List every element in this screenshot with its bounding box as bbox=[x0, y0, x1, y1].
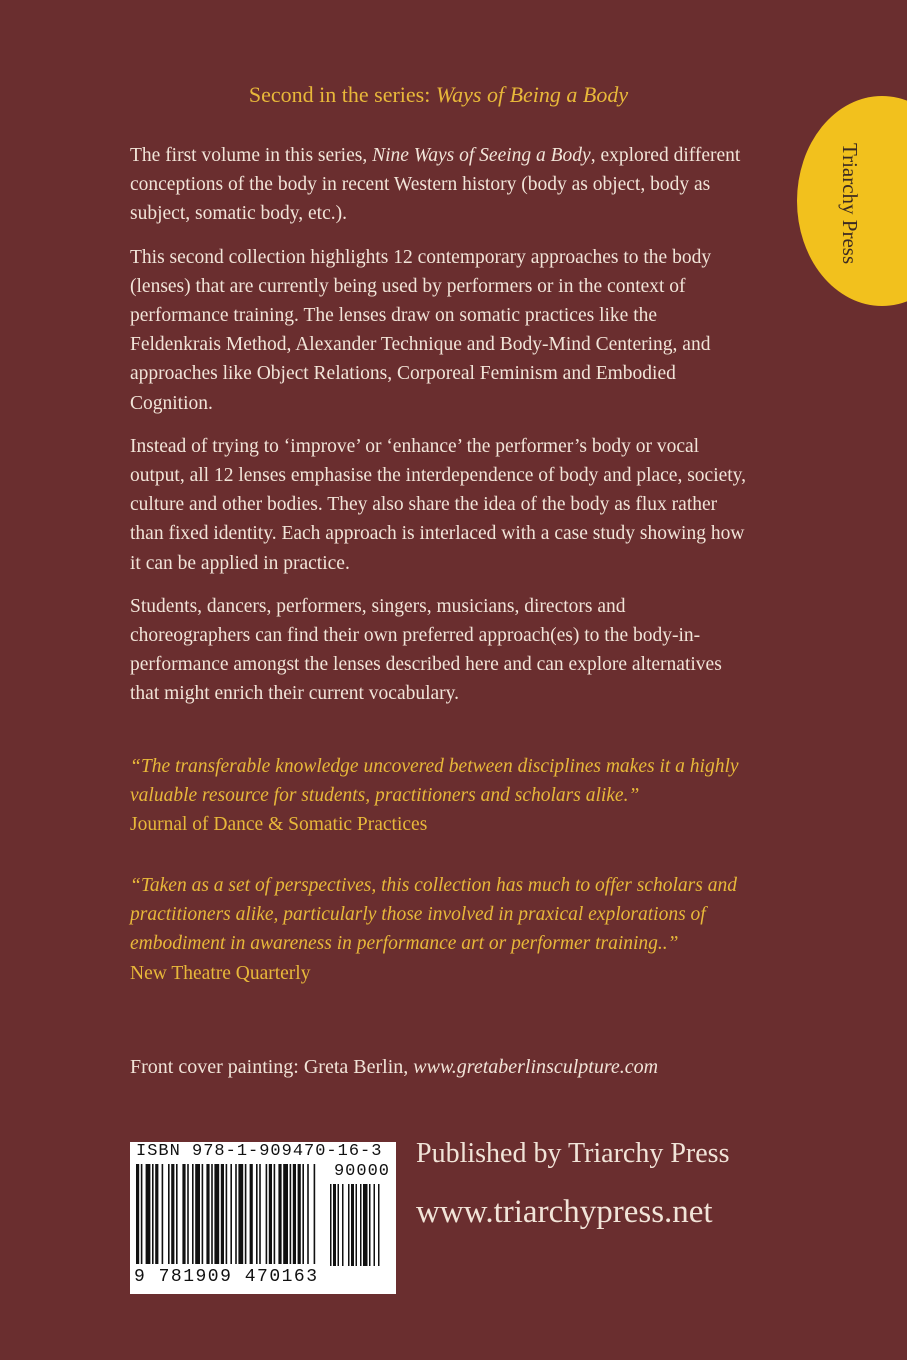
quote-1-text: “The transferable knowledge uncovered between disciplines makes it a highly valuable resource for students, practitioners and scholars alike.” bbox=[130, 756, 739, 807]
addon-bar bbox=[374, 1184, 376, 1266]
blurb-paragraph-3: Instead of trying to ‘improve’ or ‘enhance’ the performer’s body or vocal output, all 12 lenses emphasise the interdependence of body and place, society, culture and other bodies. They also share the idea of the body as flux rather than fixed identity. Each approach is interlaced with a case study showing how it can be applied in practice. bbox=[130, 435, 747, 574]
barcode-bar bbox=[226, 1164, 228, 1264]
barcode-bar bbox=[245, 1164, 247, 1264]
blurb bbox=[130, 141, 750, 723]
barcode-bar bbox=[230, 1164, 232, 1264]
barcode-bar bbox=[171, 1164, 174, 1264]
credit-url: www.gretaberlinsculpture.com bbox=[413, 1056, 659, 1078]
series-line bbox=[0, 82, 877, 108]
addon-bar bbox=[360, 1184, 362, 1266]
barcode-bar bbox=[211, 1164, 213, 1264]
barcode-bar bbox=[235, 1164, 237, 1264]
publisher-website: www.triarchypress.net bbox=[416, 1194, 713, 1230]
barcode-bars bbox=[130, 1164, 396, 1268]
barcode-bar bbox=[176, 1164, 178, 1264]
barcode-bar bbox=[195, 1164, 200, 1264]
p1-before: The first volume in this series, bbox=[130, 145, 368, 166]
barcode-bar bbox=[259, 1164, 261, 1264]
blurb-paragraph-4: Students, dancers, performers, singers, musicians, directors and choreographers can find their own preferred approach(es) to the body-in-performance amongst the lenses described here and can explore alternatives that might enrich their current vocabulary. bbox=[130, 595, 722, 705]
barcode-bar bbox=[290, 1164, 292, 1264]
blurb-paragraph-1 bbox=[130, 141, 750, 229]
barcode-bar bbox=[307, 1164, 309, 1264]
barcode-bar bbox=[192, 1164, 194, 1264]
barcode-bar bbox=[152, 1164, 154, 1264]
addon-bar bbox=[378, 1184, 380, 1266]
barcode-bar bbox=[221, 1164, 224, 1264]
addon-bar bbox=[369, 1184, 371, 1266]
addon-bar bbox=[333, 1184, 336, 1266]
addon-bar bbox=[351, 1184, 354, 1266]
barcode-bar bbox=[202, 1164, 204, 1264]
credit-label: Front cover painting: Greta Berlin, bbox=[130, 1056, 409, 1078]
badge-label: Triarchy Press bbox=[838, 143, 862, 265]
series-prefix: Second in the series: bbox=[248, 82, 431, 107]
barcode-bar bbox=[293, 1164, 296, 1264]
ean-number: 9 781909 470163 bbox=[134, 1267, 319, 1287]
barcode-bar bbox=[298, 1164, 301, 1264]
addon-bar bbox=[356, 1184, 358, 1266]
barcode-bar bbox=[238, 1164, 243, 1264]
barcode-bar bbox=[168, 1164, 170, 1264]
price-addon: 90000 bbox=[333, 1162, 390, 1181]
barcode-bar bbox=[302, 1164, 304, 1264]
barcode-bar bbox=[206, 1164, 209, 1264]
barcode-bar bbox=[136, 1164, 139, 1264]
addon-bar bbox=[338, 1184, 340, 1266]
first-volume-title: Nine Ways of Seeing a Body bbox=[372, 145, 591, 166]
barcode-bar bbox=[278, 1164, 281, 1264]
isbn-barcode bbox=[130, 1142, 396, 1294]
barcode-bar bbox=[155, 1164, 158, 1264]
quote-1-source: Journal of Dance & Somatic Practices bbox=[130, 814, 428, 836]
barcode-bar bbox=[314, 1164, 316, 1264]
barcode-bar bbox=[187, 1164, 189, 1264]
barcode-bar bbox=[256, 1164, 258, 1264]
addon-bar bbox=[342, 1184, 344, 1266]
quote-2-source: New Theatre Quarterly bbox=[130, 962, 311, 984]
barcode-bar bbox=[250, 1164, 253, 1264]
addon-bar bbox=[348, 1184, 350, 1266]
cover-credit bbox=[130, 1056, 658, 1079]
isbn-text: ISBN 978-1-909470-16-3 bbox=[136, 1142, 383, 1161]
addon-bar bbox=[363, 1184, 368, 1266]
series-title: Ways of Being a Body bbox=[435, 82, 629, 107]
review-quote-2 bbox=[130, 871, 770, 988]
barcode-bar bbox=[214, 1164, 219, 1264]
publisher-line: Published by Triarchy Press bbox=[416, 1138, 730, 1169]
barcode-bar bbox=[266, 1164, 268, 1264]
barcode-bar bbox=[182, 1164, 185, 1264]
addon-bar bbox=[330, 1184, 332, 1266]
quote-2-text: “Taken as a set of perspectives, this collection has much to offer scholars and practitioners alike, particularly those involved in praxical explorations of embodiment in awareness in performance art or performer training..” bbox=[130, 875, 737, 955]
barcode-bar bbox=[269, 1164, 272, 1264]
barcode-bar bbox=[162, 1164, 164, 1264]
barcode-bar bbox=[141, 1164, 143, 1264]
p1-after: , explored different conceptions of the body in recent Western history (body as object, body as subject, somatic body, etc.). bbox=[130, 145, 741, 225]
barcode-bar bbox=[146, 1164, 151, 1264]
barcode-bar bbox=[274, 1164, 276, 1264]
review-quote-1 bbox=[130, 752, 770, 840]
barcode-bar bbox=[283, 1164, 288, 1264]
blurb-paragraph-2: This second collection highlights 12 contemporary approaches to the body (lenses) that are currently being used by performers or in the context of performance training. The lenses draw on somatic practices like the Feldenkrais Method, Alexander Technique and Body-Mind Centering, and approaches like Object Relations, Corporeal Feminism and Embodied Cognition. bbox=[130, 246, 712, 414]
